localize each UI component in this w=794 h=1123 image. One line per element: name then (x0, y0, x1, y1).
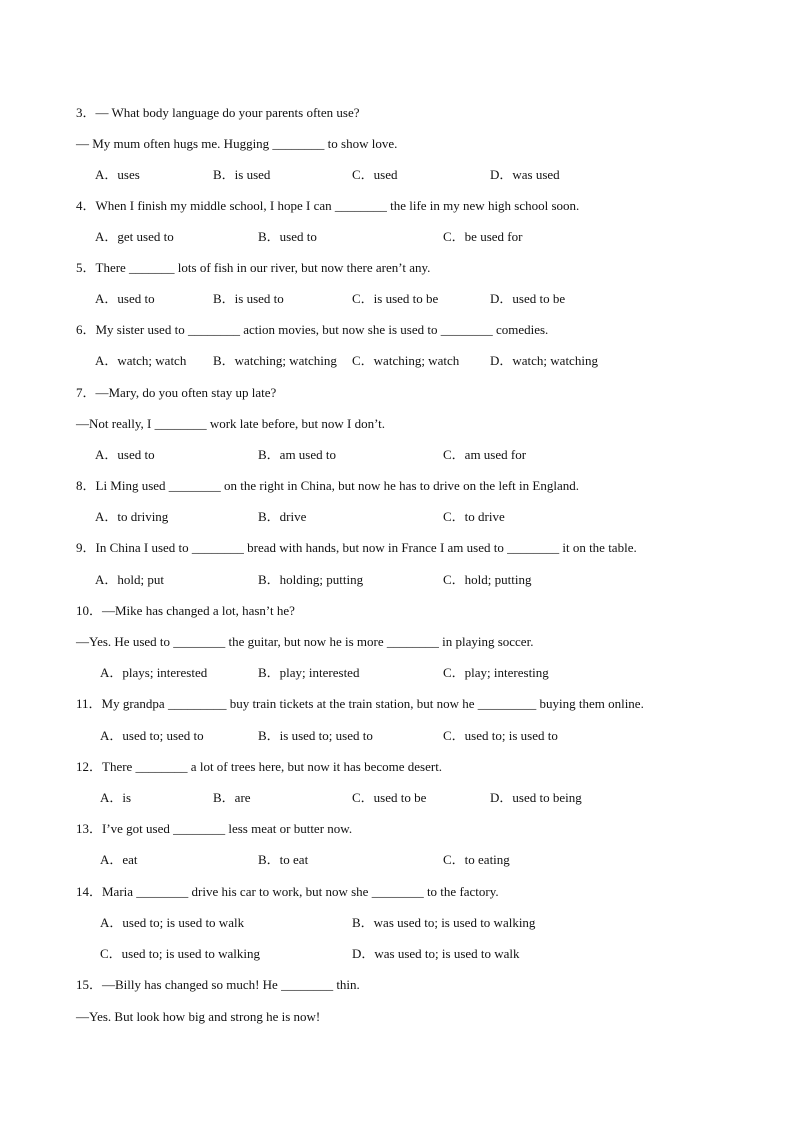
q7-option-b[interactable]: B．am used to (258, 447, 336, 462)
q4-option-a[interactable]: A．get used to (95, 229, 174, 244)
q9-option-b[interactable]: B．holding; putting (258, 572, 364, 587)
question-3-text: 3．— What body language do your parents often use? (76, 105, 360, 120)
q13-option-a[interactable]: A．eat (100, 852, 138, 867)
q14-option-a[interactable]: A．used to; is used to walk (100, 915, 245, 930)
q3-option-c[interactable]: C．used (352, 167, 398, 182)
question-12-text: 12．There ________ a lot of trees here, but now it has become desert. (76, 759, 443, 774)
question-8-text: 8．Li Ming used ________ on the right in China, but now he has to drive on the left in England. (76, 478, 579, 493)
q6-option-c[interactable]: C．watching; watch (352, 353, 460, 368)
q13-option-c[interactable]: C．to eating (443, 852, 510, 867)
q5-option-b[interactable]: B．is used to (213, 291, 284, 306)
q14-option-c[interactable]: C．used to; is used to walking (100, 946, 260, 961)
q9-option-c[interactable]: C．hold; putting (443, 572, 532, 587)
q8-option-a[interactable]: A．to driving (95, 509, 169, 524)
q7-option-a[interactable]: A．used to (95, 447, 155, 462)
q12-option-a[interactable]: A．is (100, 790, 132, 805)
q6-option-a[interactable]: A．watch; watch (95, 353, 187, 368)
q8-option-b[interactable]: B．drive (258, 509, 307, 524)
q11-option-c[interactable]: C．used to; is used to (443, 728, 558, 743)
question-5-text: 5．There _______ lots of fish in our river, but now there aren’t any. (76, 260, 431, 275)
question-15-answer-line: —Yes. But look how big and strong he is now! (76, 1009, 321, 1024)
q9-option-a[interactable]: A．hold; put (95, 572, 164, 587)
q10-option-c[interactable]: C．play; interesting (443, 665, 549, 680)
question-10-answer-line: —Yes. He used to ________ the guitar, but now he is more ________ in playing soccer. (76, 634, 534, 649)
q10-option-b[interactable]: B．play; interested (258, 665, 360, 680)
question-4-text: 4．When I finish my middle school, I hope I can ________ the life in my new high school soon. (76, 198, 580, 213)
question-15-text: 15．—Billy has changed so much! He ________ thin. (76, 977, 360, 992)
question-6-text: 6．My sister used to ________ action movies, but now she is used to ________ comedies. (76, 322, 549, 337)
q11-option-a[interactable]: A．used to; used to (100, 728, 204, 743)
q5-option-c[interactable]: C．is used to be (352, 291, 439, 306)
q3-option-d[interactable]: D．was used (490, 167, 560, 182)
q8-option-c[interactable]: C．to drive (443, 509, 505, 524)
q7-option-c[interactable]: C．am used for (443, 447, 527, 462)
q11-option-b[interactable]: B．is used to; used to (258, 728, 373, 743)
q3-option-b[interactable]: B．is used (213, 167, 271, 182)
q6-option-b[interactable]: B．watching; watching (213, 353, 337, 368)
question-11-text: 11．My grandpa _________ buy train tickets at the train station, but now he _________ buying them online. (76, 696, 644, 711)
q4-option-c[interactable]: C．be used for (443, 229, 523, 244)
q3-option-a[interactable]: A．uses (95, 167, 140, 182)
question-7-text: 7．—Mary, do you often stay up late? (76, 385, 277, 400)
q12-option-b[interactable]: B．are (213, 790, 251, 805)
question-7-answer-line: —Not really, I ________ work late before, but now I don’t. (76, 416, 386, 431)
question-10-text: 10．—Mike has changed a lot, hasn’t he? (76, 603, 295, 618)
q5-option-a[interactable]: A．used to (95, 291, 155, 306)
question-13-text: 13．I’ve got used ________ less meat or butter now. (76, 821, 353, 836)
question-14-text: 14．Maria ________ drive his car to work, but now she ________ to the factory. (76, 884, 499, 899)
q10-option-a[interactable]: A．plays; interested (100, 665, 208, 680)
q5-option-d[interactable]: D．used to be (490, 291, 566, 306)
question-9-text: 9．In China I used to ________ bread with hands, but now in France I am used to ________ it on the table. (76, 540, 637, 555)
q12-option-d[interactable]: D．used to being (490, 790, 582, 805)
question-3-answer-line: — My mum often hugs me. Hugging ________ to show love. (76, 136, 398, 151)
q13-option-b[interactable]: B．to eat (258, 852, 309, 867)
q14-option-d[interactable]: D．was used to; is used to walk (352, 946, 520, 961)
q14-option-b[interactable]: B．was used to; is used to walking (352, 915, 536, 930)
q6-option-d[interactable]: D．watch; watching (490, 353, 598, 368)
q4-option-b[interactable]: B．used to (258, 229, 317, 244)
q12-option-c[interactable]: C．used to be (352, 790, 427, 805)
